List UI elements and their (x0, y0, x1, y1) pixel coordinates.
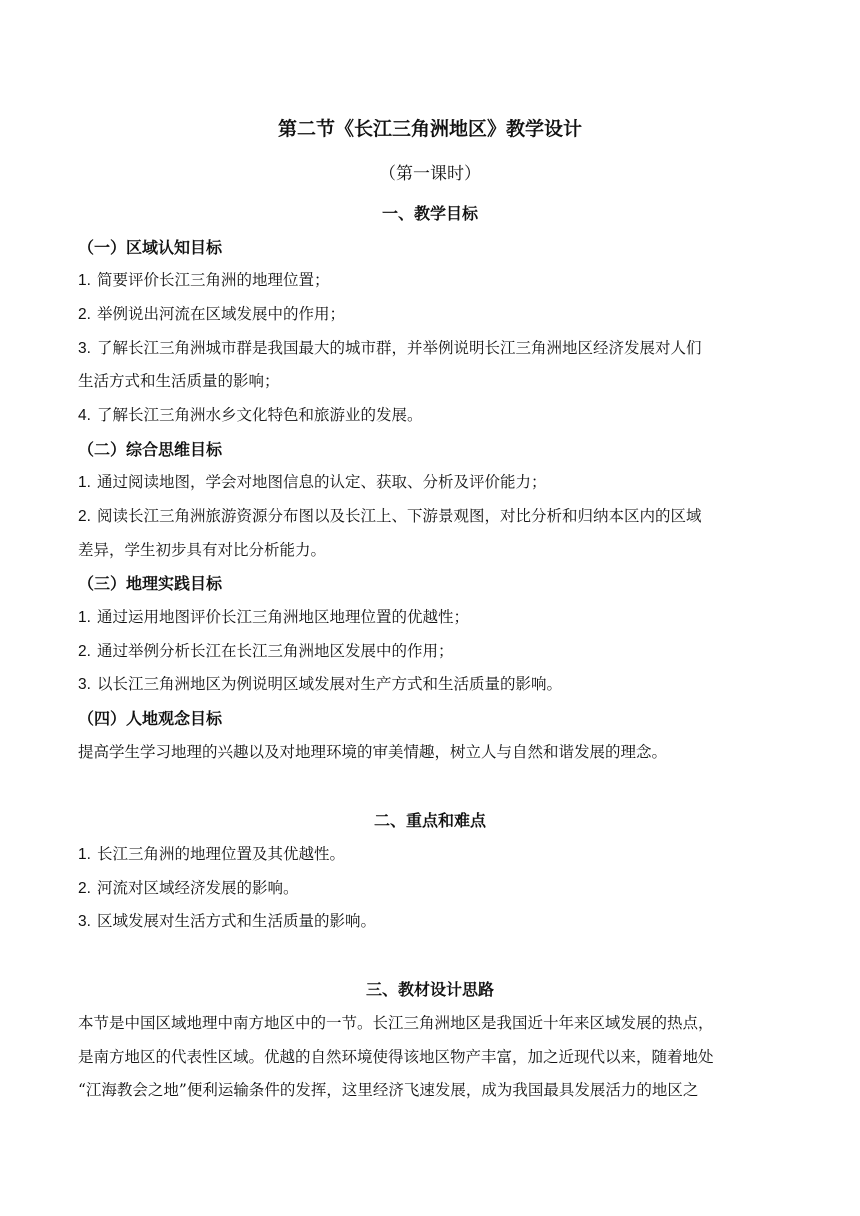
section-heading-key-points: 二、重点和难点 (373, 811, 486, 830)
section-heading-design-ideas: 三、教材设计思路 (365, 980, 494, 999)
list-item: 3. 区域发展对生活方式和生活质量的影响。 (78, 912, 376, 930)
subsection-heading-practice: （三）地理实践目标 (78, 574, 223, 593)
list-item: 1. 通过运用地图评价长江三角洲地区地理位置的优越性； (78, 608, 469, 626)
list-item: 1. 简要评价长江三角洲的地理位置； (78, 271, 330, 289)
document-title: 第二节《长江三角洲地区》教学设计 (277, 118, 582, 140)
subsection-heading-human-land: （四）人地观念目标 (78, 709, 223, 728)
paragraph-line: 本节是中国区域地理中南方地区中的一节。长江三角洲地区是我国近十年来区域发展的热点， (78, 1014, 714, 1032)
list-item-continuation: 生活方式和生活质量的影响； (78, 372, 280, 390)
document-subtitle: （第一课时） (379, 164, 481, 184)
subsection-heading-thinking: （二）综合思维目标 (78, 440, 223, 459)
list-item: 3. 以长江三角洲地区为例说明区域发展对生产方式和生活质量的影响。 (78, 675, 562, 693)
subsection-heading-regional: （一）区域认知目标 (78, 238, 223, 257)
section-heading-objectives: 一、教学目标 (381, 204, 478, 223)
list-item: 1. 长江三角洲的地理位置及其优越性。 (78, 845, 345, 863)
list-item-continuation: 差异，学生初步具有对比分析能力。 (78, 541, 327, 559)
list-item: 2. 通过举例分析长江在长江三角洲地区发展中的作用； (78, 642, 454, 660)
list-item: 4. 了解长江三角洲水乡文化特色和旅游业的发展。 (78, 406, 423, 424)
paragraph-line: 是南方地区的代表性区域。优越的自然环境使得该地区物产丰富，加之近现代以来，随着地处 (78, 1048, 714, 1066)
list-item: 2. 河流对区域经济发展的影响。 (78, 879, 299, 897)
paragraph-line: 提高学生学习地理的兴趣以及对地理环境的审美情趣，树立人与自然和谐发展的理念。 (78, 743, 668, 761)
list-item: 3. 了解长江三角洲城市群是我国最大的城市群，并举例说明长江三角洲地区经济发展对人们 (78, 339, 702, 357)
list-item: 2. 阅读长江三角洲旅游资源分布图以及长江上、下游景观图，对比分析和归纳本区内的区域 (78, 507, 702, 525)
paragraph-line: “江海教会之地”便利运输条件的发挥，这里经济飞速发展，成为我国最具发展活力的地区之 (78, 1081, 699, 1099)
list-item: 2. 举例说出河流在区域发展中的作用； (78, 305, 345, 323)
list-item: 1. 通过阅读地图，学会对地图信息的认定、获取、分析及评价能力； (78, 473, 547, 491)
